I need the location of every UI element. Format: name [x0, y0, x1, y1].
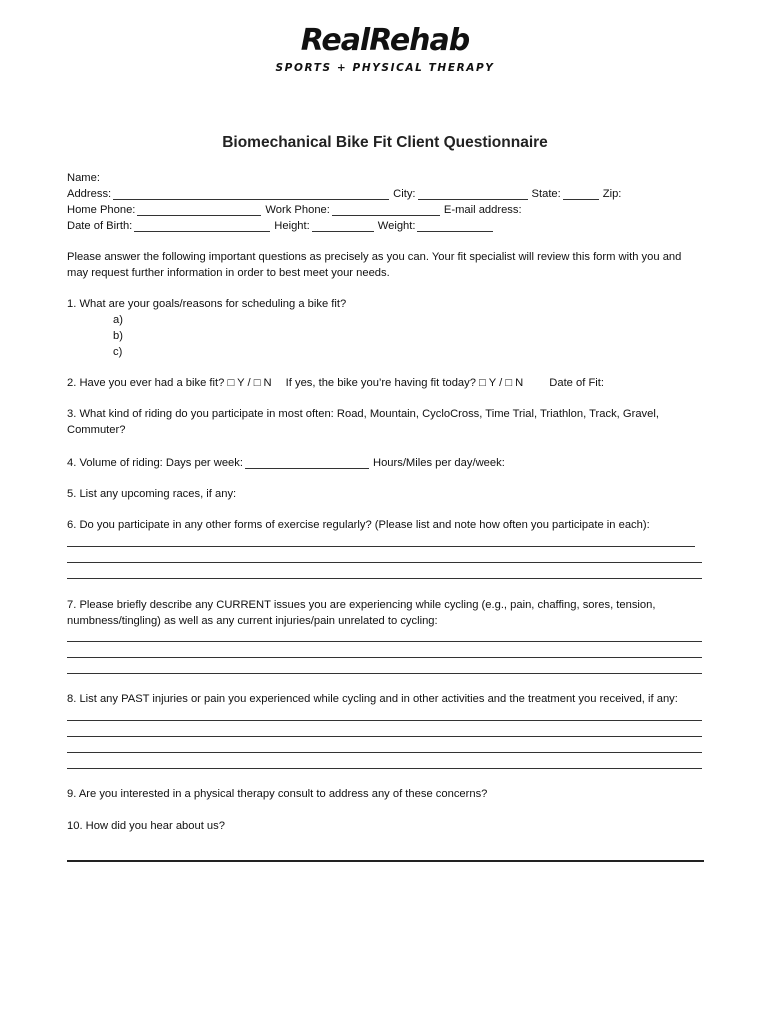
q8-text: 8. List any PAST injuries or pain you experienced while cycling and in other activities and the treatment you received, if any: — [67, 693, 678, 705]
bottom-divider — [67, 860, 704, 862]
q3-text: 3. What kind of riding do you participate in most often: Road, Mountain, CycloCross, Time Trial, Triathlon, Track, Gravel, — [67, 408, 659, 420]
q6-line-3[interactable] — [67, 578, 702, 579]
dob-field[interactable] — [134, 219, 270, 232]
q3-commuter-label: Commuter? — [67, 424, 126, 436]
q2-followup[interactable]: If yes, the bike you’re having fit today? □ Y / □ N — [285, 377, 524, 389]
q7-line-3[interactable] — [67, 673, 702, 674]
work-phone-label: Work Phone: — [265, 204, 330, 216]
q2-row — [67, 375, 702, 391]
address-field[interactable] — [113, 187, 389, 200]
home-phone-label: Home Phone: — [67, 204, 136, 216]
dob-row — [67, 218, 497, 234]
height-field[interactable] — [312, 219, 374, 232]
zip-label: Zip: — [602, 188, 622, 200]
q4-days-field[interactable] — [245, 456, 369, 469]
q1-b-label: b) — [113, 330, 123, 342]
q1-c-row — [113, 344, 702, 360]
q3-row — [67, 422, 702, 438]
q1-c-label: c) — [113, 346, 123, 358]
q5-label: 5. List any upcoming races, if any: — [67, 488, 237, 500]
state-field[interactable] — [563, 187, 599, 200]
q4-label: 4. Volume of riding: Days per week: — [67, 457, 243, 469]
q8-line-4[interactable] — [67, 768, 702, 769]
q2-date-label: Date of Fit: — [549, 377, 604, 389]
q7-line-1[interactable] — [67, 641, 702, 642]
home-phone-field[interactable] — [137, 203, 261, 216]
logo-name: RealRehab — [300, 23, 470, 58]
q7-label: numbness/tingling) as well as any current injuries/pain unrelated to cycling: — [67, 615, 438, 627]
address-label: Address: — [67, 188, 112, 200]
q10-label: 10. How did you hear about us? — [67, 820, 225, 832]
phone-row — [67, 202, 702, 218]
dob-label: Date of Birth: — [67, 220, 133, 232]
name-row — [67, 170, 702, 186]
page-title: Biomechanical Bike Fit Client Questionnaire — [222, 134, 548, 151]
weight-label: Weight: — [377, 220, 416, 232]
q2-text[interactable]: 2. Have you ever had a bike fit? □ Y / □ N — [67, 377, 272, 389]
q4-hours-label: Hours/Miles per day/week: — [372, 457, 505, 469]
intro-text: Please answer the following important questions as precisely as you can. Your fit specialist will review this form with you and may request further information in order to best meet your needs. — [67, 251, 682, 279]
q8-line-2[interactable] — [67, 736, 702, 737]
q8-line-1[interactable] — [67, 720, 702, 721]
city-field[interactable] — [418, 187, 528, 200]
q6-line-2[interactable] — [67, 562, 702, 563]
q7-text: 7. Please briefly describe any CURRENT issues you are experiencing while cycling (e.g., pain, chaffing, sores, tension, — [67, 599, 656, 611]
q6-line-1[interactable] — [67, 546, 695, 547]
state-label: State: — [531, 188, 561, 200]
q10-row — [67, 818, 702, 834]
q5-row — [67, 486, 702, 502]
q1-a-row — [113, 312, 702, 328]
logo-tagline: SPORTS + PHYSICAL THERAPY — [275, 62, 495, 74]
height-label: Height: — [274, 220, 310, 232]
q8-line-3[interactable] — [67, 752, 702, 753]
address-row — [67, 186, 702, 202]
weight-field[interactable] — [417, 219, 493, 232]
q1-a-label: a) — [113, 314, 123, 326]
company-logo — [250, 24, 520, 74]
email-label: E-mail address: — [443, 204, 522, 216]
q6-text: 6. Do you participate in any other forms of exercise regularly? (Please list and note how often you participate in each): — [67, 519, 650, 531]
q1-text: 1. What are your goals/reasons for scheduling a bike fit? — [67, 298, 347, 310]
q4-row — [67, 455, 702, 471]
q1-b-row — [113, 328, 702, 344]
name-label: Name: — [67, 172, 100, 184]
q7-line-2[interactable] — [67, 657, 702, 658]
q9-row — [67, 786, 702, 802]
q7-row — [67, 613, 702, 629]
city-label: City: — [393, 188, 416, 200]
work-phone-field[interactable] — [332, 203, 440, 216]
q9-label: 9. Are you interested in a physical therapy consult to address any of these concerns? — [67, 788, 488, 800]
